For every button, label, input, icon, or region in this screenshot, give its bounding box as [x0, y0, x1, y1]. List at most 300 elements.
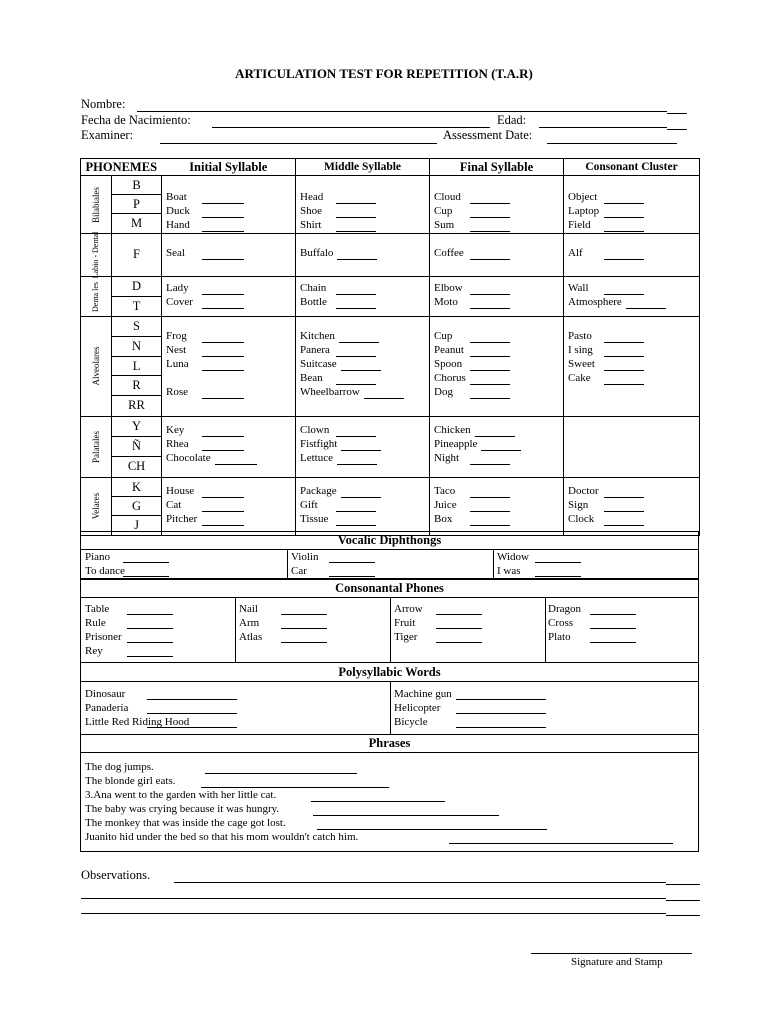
answer-blank[interactable]	[123, 576, 169, 577]
word: Key	[166, 423, 185, 436]
answer-blank[interactable]	[590, 628, 636, 629]
answer-blank[interactable]	[470, 249, 510, 260]
answer-blank[interactable]	[481, 440, 521, 451]
word-item	[568, 218, 699, 232]
word-item	[300, 190, 429, 204]
word-item	[434, 281, 563, 295]
polysyllabic-heading: Polysyllabic Words	[338, 665, 441, 679]
answer-blank[interactable]	[313, 815, 499, 816]
word: Kitchen	[300, 330, 335, 342]
answer-blank[interactable]	[470, 193, 510, 204]
answer-blank[interactable]	[341, 440, 381, 451]
word-item	[434, 498, 563, 512]
word-item	[166, 218, 295, 232]
word-list	[162, 234, 295, 260]
phoneme-cell	[112, 234, 162, 277]
word-list	[430, 234, 563, 260]
divider	[493, 550, 494, 578]
word: Peanut	[434, 344, 464, 356]
word-item	[166, 204, 295, 218]
word: Bottle	[300, 296, 327, 308]
group-label-cell	[81, 317, 112, 417]
word-list	[564, 478, 699, 526]
answer-blank[interactable]	[127, 628, 173, 629]
word: Package	[300, 484, 337, 497]
answer-blank[interactable]	[127, 656, 173, 657]
answer-blank[interactable]	[202, 332, 244, 343]
word: Night	[434, 451, 460, 464]
answer-blank[interactable]	[337, 454, 377, 465]
word-item	[568, 281, 699, 295]
phoneme-group-row	[81, 234, 700, 277]
word-item	[300, 437, 429, 451]
word-item	[568, 329, 699, 343]
word-item	[434, 204, 563, 218]
answer-blank[interactable]	[147, 727, 237, 728]
word-item	[166, 498, 295, 512]
word-item	[434, 357, 563, 371]
answer-blank[interactable]	[336, 193, 376, 204]
group-label: Bilabiales	[91, 186, 101, 223]
polysyllabic-section	[80, 681, 699, 735]
word: Box	[434, 512, 453, 525]
answer-blank[interactable]	[202, 515, 244, 526]
word: Seal	[166, 247, 185, 259]
observations-line-3[interactable]	[81, 913, 666, 914]
initial-cell	[162, 234, 296, 277]
cluster-cell	[564, 277, 700, 317]
dob-label: Fecha de Nacimiento:	[81, 113, 191, 127]
word: Sign	[568, 498, 589, 511]
answer-blank[interactable]	[329, 576, 375, 577]
phoneme: K	[112, 478, 161, 497]
word: Panera	[300, 344, 330, 356]
word: Rey	[85, 645, 103, 657]
word-item	[300, 329, 429, 343]
word-item	[568, 371, 699, 385]
answer-blank[interactable]	[604, 487, 644, 498]
phoneme: T	[132, 298, 141, 313]
answer-blank[interactable]	[470, 388, 510, 399]
answer-blank[interactable]	[336, 501, 376, 512]
answer-blank[interactable]	[336, 207, 376, 218]
phrases-section	[80, 752, 699, 852]
word-list	[430, 277, 563, 309]
answer-blank[interactable]	[123, 562, 169, 563]
word: Nest	[166, 344, 187, 356]
answer-blank[interactable]	[535, 576, 581, 577]
word-item	[568, 343, 699, 357]
final-cell	[430, 317, 564, 417]
answer-blank[interactable]	[604, 249, 644, 260]
answer-blank[interactable]	[215, 454, 257, 465]
phoneme: G	[112, 497, 161, 516]
phoneme-group-row	[81, 277, 700, 317]
word: Dog	[434, 386, 453, 398]
word: Helicopter	[394, 702, 441, 714]
word: Boat	[166, 191, 187, 203]
answer-blank[interactable]	[336, 515, 376, 526]
group-label: Labio - Dental	[91, 231, 100, 279]
answer-blank[interactable]	[202, 193, 244, 204]
assessment-date-field[interactable]	[547, 143, 677, 144]
word-item	[568, 498, 699, 512]
answer-blank[interactable]	[604, 515, 644, 526]
word: Laptop	[568, 205, 600, 217]
word: Rhea	[166, 437, 189, 450]
name-field-end	[667, 113, 687, 114]
cluster-cell	[564, 477, 700, 535]
word-item	[166, 190, 295, 204]
phoneme: D	[112, 277, 161, 297]
phoneme: Ñ	[112, 437, 161, 457]
word-item	[166, 281, 295, 295]
divider	[545, 598, 546, 662]
phoneme: P	[112, 195, 161, 214]
word: Car	[291, 565, 307, 577]
middle-cell	[296, 477, 430, 535]
divider	[287, 550, 288, 578]
answer-blank[interactable]	[604, 193, 644, 204]
group-label: Alveolares	[91, 346, 101, 386]
initial-cell	[162, 277, 296, 317]
word: Clown	[300, 423, 330, 436]
final-cell	[430, 416, 564, 477]
word: Table	[85, 603, 110, 615]
answer-blank[interactable]	[604, 221, 644, 232]
answer-blank[interactable]	[336, 374, 376, 385]
word-list	[564, 317, 699, 385]
answer-blank[interactable]	[436, 642, 482, 643]
examiner-label: Examiner:	[81, 128, 134, 142]
answer-blank[interactable]	[147, 713, 237, 714]
answer-blank[interactable]	[604, 501, 644, 512]
word: Luna	[166, 358, 189, 370]
word: House	[166, 484, 195, 497]
answer-blank[interactable]	[475, 426, 515, 437]
answer-blank[interactable]	[202, 440, 244, 451]
answer-blank[interactable]	[535, 562, 581, 563]
answer-blank[interactable]	[604, 207, 644, 218]
consonantal-heading-box	[80, 579, 699, 598]
group-label: Palatales	[91, 430, 101, 463]
word: Cloud	[434, 191, 461, 203]
answer-blank[interactable]	[470, 374, 510, 385]
age-field-end	[667, 129, 687, 130]
word-item	[568, 190, 699, 204]
phrase: The monkey that was inside the cage got lost.	[85, 817, 286, 829]
answer-blank[interactable]	[127, 642, 173, 643]
word-item	[300, 218, 429, 232]
answer-blank[interactable]	[127, 614, 173, 615]
initial-cell	[162, 317, 296, 417]
answer-blank[interactable]	[202, 388, 244, 399]
answer-blank[interactable]	[147, 699, 237, 700]
word-item	[300, 343, 429, 357]
word-item	[166, 246, 295, 260]
answer-blank[interactable]	[336, 298, 376, 309]
phoneme: F	[133, 247, 140, 261]
answer-blank[interactable]	[456, 713, 546, 714]
answer-blank[interactable]	[339, 332, 379, 343]
word-item	[568, 357, 699, 371]
word: Spoon	[434, 358, 463, 370]
word: Sum	[434, 219, 455, 231]
word: To dance	[85, 565, 125, 577]
word: Pitcher	[166, 512, 198, 525]
observations-line-2-end	[666, 900, 700, 901]
answer-blank[interactable]	[604, 374, 644, 385]
word-item	[300, 371, 429, 385]
group-label-cell	[81, 477, 112, 535]
answer-blank[interactable]	[341, 487, 381, 498]
answer-blank[interactable]	[202, 298, 244, 309]
col-cluster: Consonant Cluster	[564, 159, 700, 176]
answer-blank[interactable]	[311, 801, 445, 802]
answer-blank[interactable]	[590, 614, 636, 615]
answer-blank[interactable]	[336, 221, 376, 232]
word: Shirt	[300, 219, 322, 231]
answer-blank[interactable]	[470, 221, 510, 232]
phoneme: M	[130, 216, 143, 230]
word-list	[564, 176, 699, 232]
page-title: ARTICULATION TEST FOR REPETITION (T.A.R)	[235, 66, 533, 81]
word-item	[568, 484, 699, 498]
name-field[interactable]	[137, 111, 667, 112]
initial-cell	[162, 416, 296, 477]
divider	[390, 598, 391, 662]
word: Tiger	[394, 631, 418, 643]
word: Rule	[85, 617, 106, 629]
word-list	[564, 277, 699, 309]
answer-blank[interactable]	[604, 346, 644, 357]
phrase: The blonde girl eats.	[85, 775, 176, 787]
answer-blank[interactable]	[341, 360, 381, 371]
phoneme: CH	[127, 458, 146, 473]
answer-blank[interactable]	[336, 426, 376, 437]
word: Cover	[166, 296, 193, 308]
word-item	[166, 437, 295, 451]
word: Nail	[239, 603, 258, 615]
observations-line-1[interactable]	[174, 882, 666, 883]
word: Pineapple	[434, 437, 478, 450]
word-list	[162, 478, 295, 526]
word-item	[166, 385, 295, 399]
word-list	[162, 176, 295, 232]
word-item	[300, 204, 429, 218]
examiner-field[interactable]	[160, 143, 437, 144]
answer-blank[interactable]	[202, 487, 244, 498]
answer-blank[interactable]	[364, 388, 404, 399]
word: Violin	[291, 551, 319, 563]
answer-blank[interactable]	[590, 642, 636, 643]
signature-line[interactable]	[531, 953, 692, 954]
age-field[interactable]	[539, 127, 667, 128]
phoneme-group-row	[81, 176, 700, 234]
answer-blank[interactable]	[202, 221, 244, 232]
answer-blank[interactable]	[470, 332, 510, 343]
word: Tissue	[300, 512, 329, 525]
answer-blank[interactable]	[281, 628, 327, 629]
word: Hand	[166, 219, 190, 231]
col-phonemes: PHONEMES	[81, 159, 162, 176]
answer-blank[interactable]	[604, 284, 644, 295]
word-item	[166, 295, 295, 309]
word-list	[430, 478, 563, 526]
cluster-cell	[564, 176, 700, 234]
answer-blank[interactable]	[205, 773, 357, 774]
word: Fruit	[394, 617, 416, 629]
phoneme: R	[112, 376, 161, 396]
word-list	[430, 317, 563, 399]
word-list	[430, 176, 563, 232]
answer-blank[interactable]	[470, 501, 510, 512]
answer-blank[interactable]	[202, 501, 244, 512]
phoneme-cell	[112, 277, 162, 317]
final-cell	[430, 176, 564, 234]
answer-blank[interactable]	[202, 249, 244, 260]
phoneme-cell	[112, 317, 162, 417]
word-item	[300, 512, 429, 526]
word-item	[434, 423, 563, 437]
word-list	[564, 234, 699, 260]
assessment-date-label: Assessment Date:	[443, 128, 533, 142]
divider	[390, 682, 391, 734]
phrase: Juanito hid under the bed so that his mom wouldn't catch him.	[85, 831, 359, 843]
initial-cell	[162, 477, 296, 535]
phoneme-cell	[112, 477, 162, 535]
word-item	[300, 498, 429, 512]
word: Elbow	[434, 282, 463, 294]
word: Cup	[434, 205, 453, 217]
group-label-cell	[81, 176, 112, 234]
answer-blank[interactable]	[470, 207, 510, 218]
final-cell	[430, 234, 564, 277]
word: I was	[497, 565, 521, 577]
phoneme-cell	[112, 176, 162, 234]
word-item	[300, 484, 429, 498]
answer-blank[interactable]	[202, 284, 244, 295]
answer-blank[interactable]	[470, 515, 510, 526]
phoneme: L	[112, 357, 161, 377]
group-label-cell	[81, 416, 112, 477]
answer-blank[interactable]	[604, 332, 644, 343]
word: Widow	[497, 551, 529, 563]
answer-blank[interactable]	[449, 843, 673, 844]
answer-blank[interactable]	[202, 360, 244, 371]
word-item	[166, 451, 295, 465]
word-item	[300, 281, 429, 295]
word: Fistfight	[300, 437, 338, 450]
answer-blank[interactable]	[604, 360, 644, 371]
group-label-cell	[81, 277, 112, 317]
word-item	[434, 218, 563, 232]
word-list	[296, 478, 429, 526]
phoneme: S	[112, 317, 161, 337]
word-item	[434, 512, 563, 526]
consonantal-heading: Consonantal Phones	[335, 581, 444, 595]
word: Pasto	[568, 330, 592, 342]
word: Piano	[85, 551, 111, 563]
word: Juice	[434, 498, 457, 511]
answer-blank[interactable]	[470, 454, 510, 465]
answer-blank[interactable]	[436, 614, 482, 615]
word: Rose	[166, 386, 189, 398]
answer-blank[interactable]	[626, 298, 666, 309]
vocalic-section	[80, 549, 699, 579]
phoneme: N	[112, 337, 161, 357]
answer-blank[interactable]	[202, 346, 244, 357]
answer-blank[interactable]	[329, 562, 375, 563]
phoneme-cell	[112, 416, 162, 477]
word-list	[296, 277, 429, 309]
answer-blank[interactable]	[470, 360, 510, 371]
phoneme-group-row	[81, 317, 700, 417]
word-list	[296, 317, 429, 399]
word-item	[434, 295, 563, 309]
answer-blank[interactable]	[336, 346, 376, 357]
word-list	[564, 417, 699, 423]
answer-blank[interactable]	[337, 249, 377, 260]
word: Atmosphere	[568, 296, 622, 308]
answer-blank[interactable]	[456, 699, 546, 700]
answer-blank[interactable]	[281, 642, 327, 643]
word-item	[434, 371, 563, 385]
word-item	[166, 484, 295, 498]
word: Doctor	[568, 484, 599, 497]
answer-blank[interactable]	[470, 487, 510, 498]
word-item	[434, 246, 563, 260]
answer-blank[interactable]	[456, 727, 546, 728]
word: I sing	[568, 344, 593, 356]
answer-blank[interactable]	[336, 284, 376, 295]
vocalic-heading: Vocalic Diphthongs	[337, 533, 442, 547]
polysyllabic-heading-box	[80, 662, 699, 682]
word-item	[166, 371, 295, 385]
middle-cell	[296, 277, 430, 317]
answer-blank[interactable]	[470, 346, 510, 357]
answer-blank[interactable]	[470, 298, 510, 309]
word: Lady	[166, 282, 189, 294]
col-initial: Initial Syllable	[162, 159, 296, 176]
word-item	[434, 343, 563, 357]
word: Cat	[166, 498, 182, 511]
final-cell	[430, 477, 564, 535]
cluster-cell	[564, 317, 700, 417]
word-item	[434, 329, 563, 343]
word: Duck	[166, 205, 190, 217]
word: Sweet	[568, 358, 595, 370]
answer-blank[interactable]	[281, 614, 327, 615]
observations-line-2[interactable]	[81, 898, 666, 899]
word: Moto	[434, 296, 458, 308]
answer-blank[interactable]	[202, 207, 244, 218]
word-item	[434, 451, 563, 465]
consonantal-section	[80, 597, 699, 663]
middle-cell	[296, 317, 430, 417]
answer-blank[interactable]	[470, 284, 510, 295]
answer-blank[interactable]	[202, 426, 244, 437]
answer-blank[interactable]	[436, 628, 482, 629]
word: Dragon	[548, 603, 581, 615]
name-label: Nombre:	[81, 97, 126, 111]
word: Lettuce	[300, 451, 333, 464]
word-list	[162, 317, 295, 399]
word-item	[166, 343, 295, 357]
word: Chicken	[434, 423, 471, 436]
cluster-cell	[564, 234, 700, 277]
phrases-heading: Phrases	[368, 736, 411, 750]
